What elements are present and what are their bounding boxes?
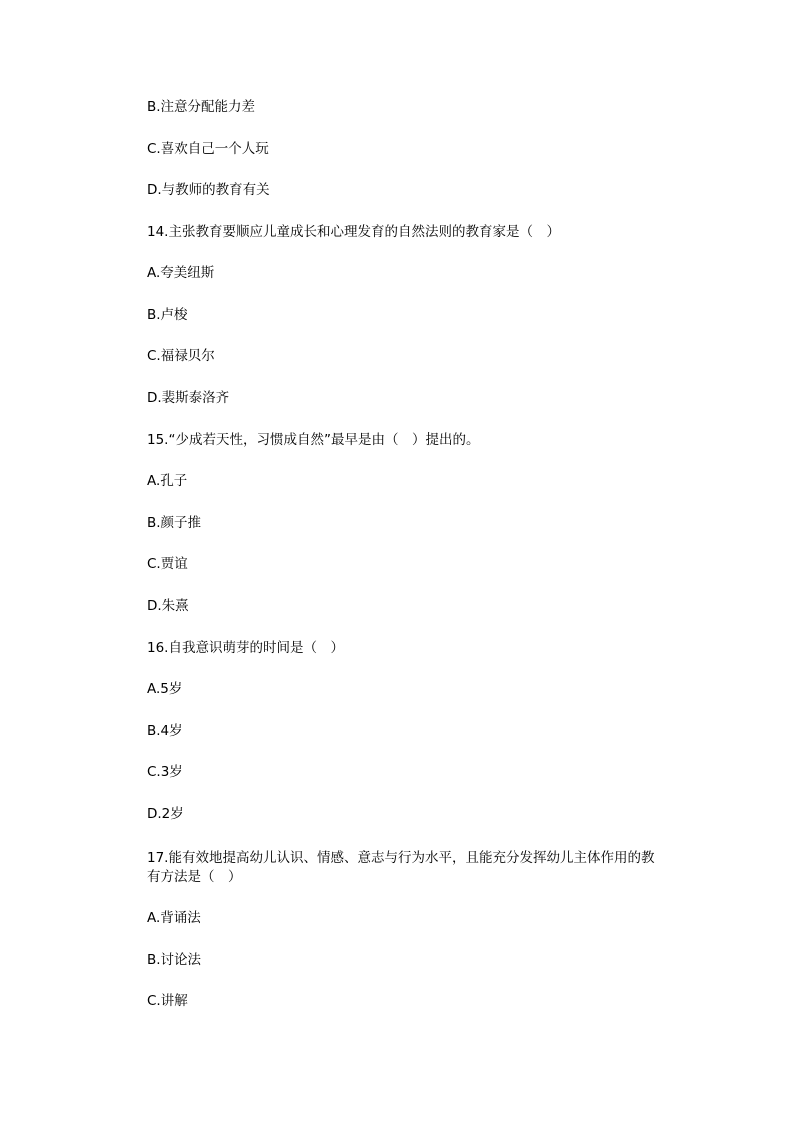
option-b-q14: B.卢梭 (147, 307, 188, 323)
option-c-q15: C.贾谊 (147, 556, 188, 572)
option-b-q13: B.注意分配能力差 (147, 99, 256, 115)
option-c-q17: C.讲解 (147, 993, 188, 1009)
option-b-q16: B.4岁 (147, 723, 183, 739)
option-d-q16: D.2岁 (147, 806, 184, 822)
option-a-q15: A.孔子 (147, 473, 188, 489)
option-c-q14: C.福禄贝尔 (147, 348, 215, 364)
option-a-q14: A.夸美纽斯 (147, 265, 215, 281)
question-15: 15.“少成若天性，习惯成自然”最早是由（ ）提出的。 (147, 432, 480, 448)
option-d-q13: D.与教师的教育有关 (147, 182, 270, 198)
option-d-q15: D.朱熹 (147, 598, 189, 614)
option-b-q17: B.讨论法 (147, 952, 202, 968)
option-c-q13: C.喜欢自己一个人玩 (147, 141, 269, 157)
question-17-line-2: 有方法是（ ） (147, 869, 242, 885)
option-d-q14: D.裴斯泰洛齐 (147, 390, 230, 406)
option-c-q16: C.3岁 (147, 764, 183, 780)
question-14: 14.主张教育要顺应儿童成长和心理发育的自然法则的教育家是（ ） (147, 224, 560, 240)
option-a-q17: A.背诵法 (147, 910, 201, 926)
question-17-line-1: 17.能有效地提高幼儿认识、情感、意志与行为水平，且能充分发挥幼儿主体作用的教 (147, 850, 655, 866)
option-a-q16: A.5岁 (147, 681, 183, 697)
option-b-q15: B.颜子推 (147, 515, 202, 531)
question-16: 16.自我意识萌芽的时间是（ ） (147, 640, 344, 656)
